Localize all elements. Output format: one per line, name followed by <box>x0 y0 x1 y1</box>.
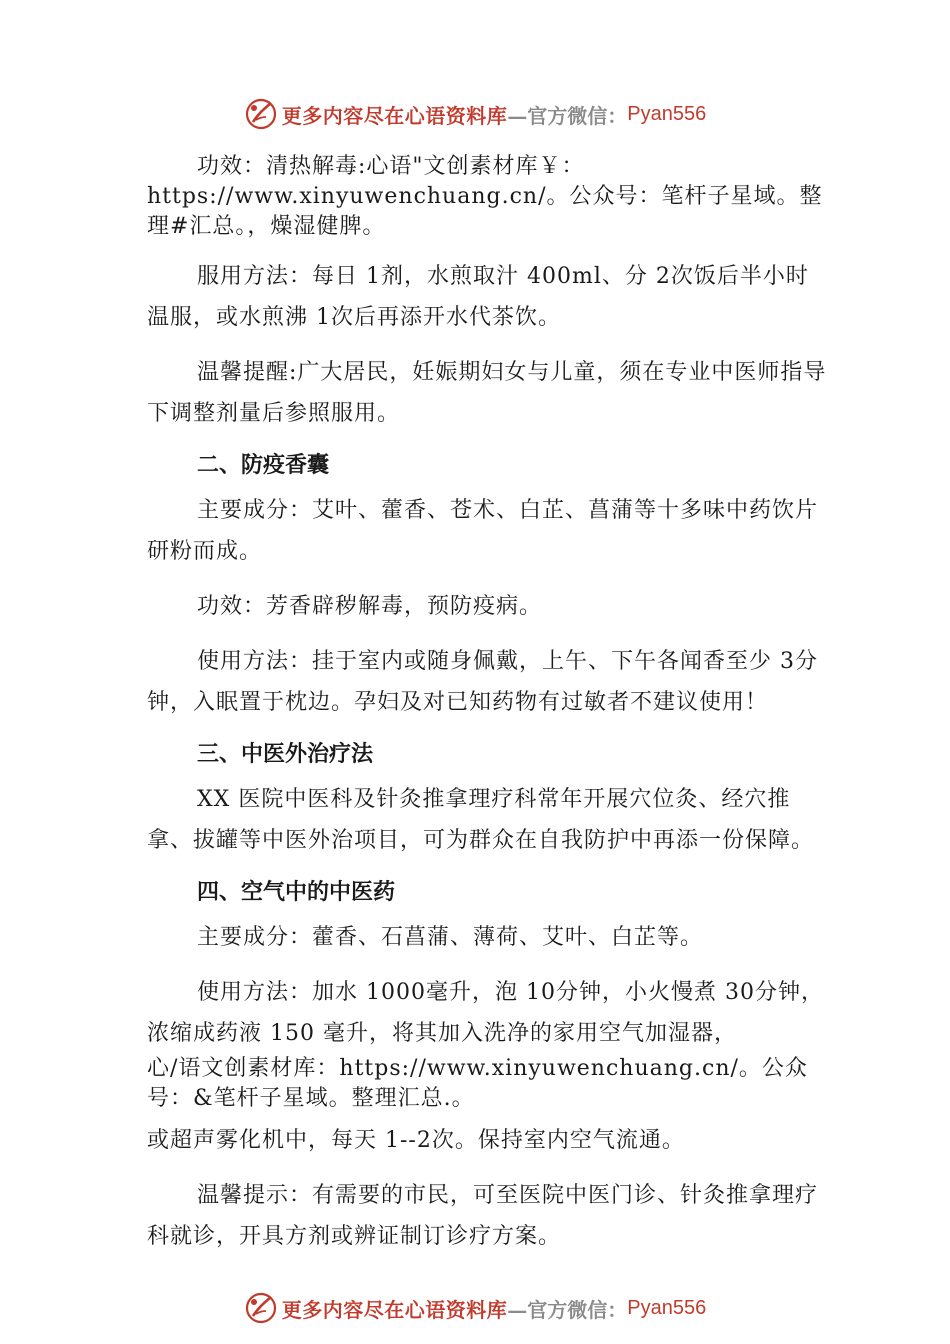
paragraph-sachet-ingredients: 主要成分：艾叶、藿香、苍术、白芷、菖蒲等十多味中药饮片研粉而成。 <box>147 498 819 564</box>
brush-logo-icon <box>244 1291 278 1325</box>
header-brand-text: 更多内容尽在心语资料库 <box>281 103 508 128</box>
paragraph-reminder: 温馨提醒:广大居民，妊娠期妇女与儿童，须在专业中医师指导下调整剂量后参照服用。 <box>147 360 827 426</box>
heading-sachet: 二、防疫香囊 <box>197 453 330 478</box>
paragraph-inserted-note: 心/语文创素材库：https://www.xinyuwenchuang.cn/。公众号：&笔杆子星域。整理汇总.。 <box>147 1056 808 1111</box>
footer-watermark <box>0 1290 950 1326</box>
paragraph-usage: 服用方法：每日 1剂，水煎取汁 400ml、分 2次饭后半小时温服，或水煎沸 1次后再添开水代茶饮。 <box>147 264 809 330</box>
paragraph-air-usage: 使用方法：加水 1000毫升，泡 10分钟，小火慢煮 30分钟，浓缩成药液 150 毫升，将其加入洗净的家用空气加湿器， <box>147 980 824 1046</box>
document-body <box>147 152 827 1271</box>
header-wechat-id: Pyan556 <box>627 102 707 125</box>
paragraph-efficacy: 功效：清热解毒:心语"文创素材库￥：https://www.xinyuwenchuang.cn/。公众号：笔杆子星域。整理#汇总。，燥湿健脾。 <box>147 154 823 239</box>
paragraph-air-usage-cont: 或超声雾化机中，每天 1--2次。保持室内空气流通。 <box>147 1128 685 1153</box>
heading-air-medicine: 四、空气中的中医药 <box>197 880 396 905</box>
footer-wechat-label: —官方微信： <box>507 1297 628 1322</box>
heading-external-therapy: 三、中医外治疗法 <box>197 742 374 767</box>
brush-logo-icon <box>244 97 278 131</box>
paragraph-sachet-usage: 使用方法：挂于室内或随身佩戴，上午、下午各闻香至少 3分钟，入眠置于枕边。孕妇及对已知药物有过敏者不建议使用！ <box>147 649 818 715</box>
paragraph-external-therapy: XX 医院中医科及针灸推拿理疗科常年开展穴位灸、经穴推拿、拔罐等中医外治项目，可为群众在自我防护中再添一份保障。 <box>147 787 815 853</box>
paragraph-final-tip: 温馨提示：有需要的市民，可至医院中医门诊、针灸推拿理疗科就诊，开具方剂或辨证制订诊疗方案。 <box>147 1183 819 1249</box>
footer-brand-text: 更多内容尽在心语资料库 <box>281 1297 508 1322</box>
header-watermark <box>0 96 950 132</box>
paragraph-air-ingredients: 主要成分：藿香、石菖蒲、薄荷、艾叶、白芷等。 <box>197 925 704 950</box>
footer-wechat-id: Pyan556 <box>627 1296 707 1319</box>
paragraph-sachet-efficacy: 功效：芳香辟秽解毒，预防疫病。 <box>197 594 543 619</box>
header-wechat-label: —官方微信： <box>507 103 628 128</box>
